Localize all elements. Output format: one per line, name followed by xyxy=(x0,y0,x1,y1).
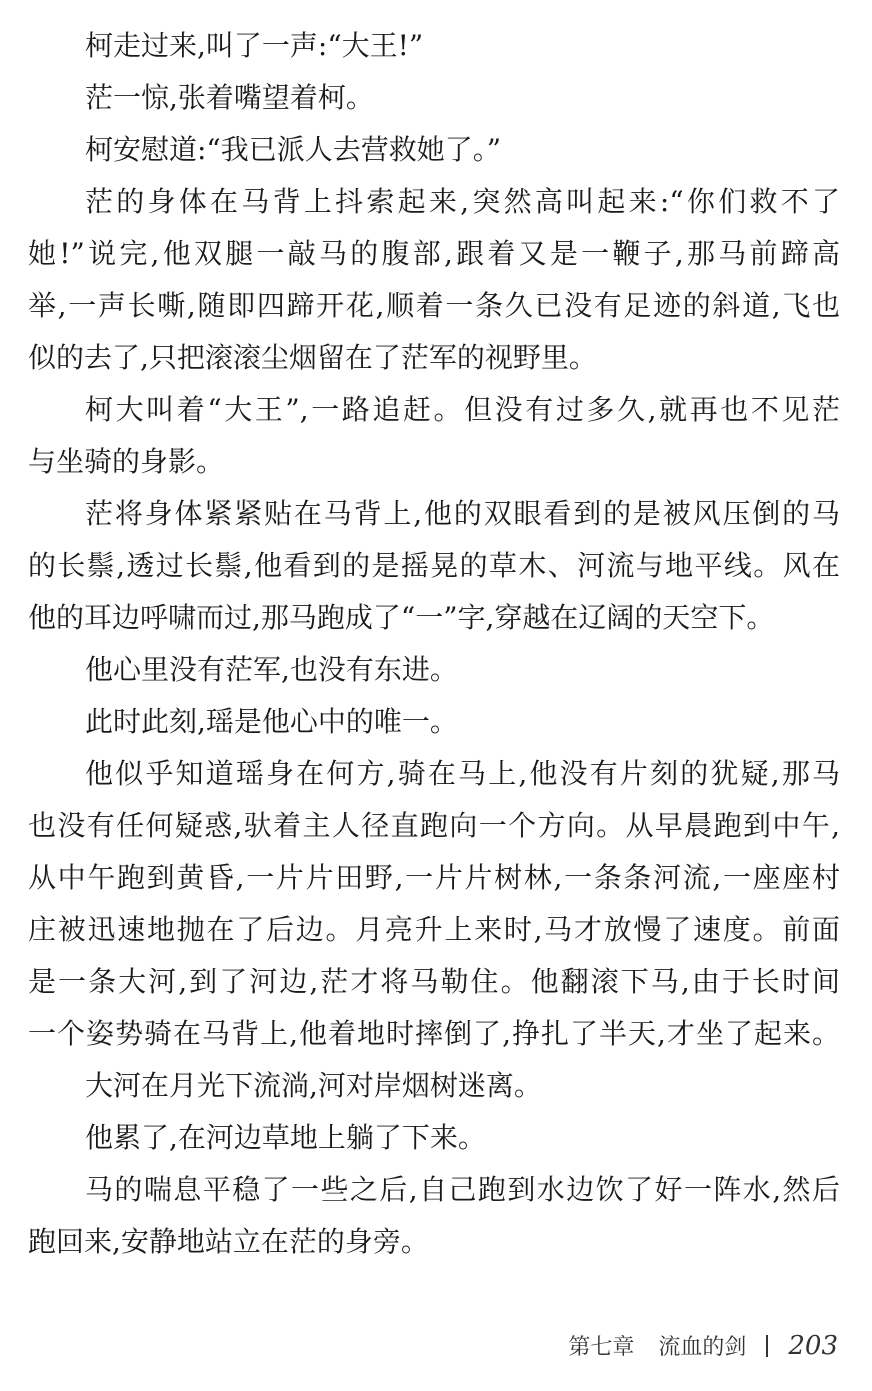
running-footer xyxy=(568,1330,838,1361)
text-line: 茫将身体紧紧贴在马背上,他的双眼看到的是被风压倒的马 xyxy=(85,497,840,530)
text-line: 柯大叫着“大王”,一路追赶。但没有过多久,就再也不见茫 xyxy=(85,393,840,426)
text-line: 柯安慰道:“我已派人去营救她了。” xyxy=(85,133,502,166)
text-line: 跑回来,安静地站立在茫的身旁。 xyxy=(28,1225,429,1258)
text-line: 大河在月光下流淌,河对岸烟树迷离。 xyxy=(85,1069,542,1102)
chapter-title: 流血的剑 xyxy=(658,1335,747,1360)
text-line: 与坐骑的身影。 xyxy=(28,445,225,478)
text-line: 她!”说完,他双腿一敲马的腹部,跟着又是一鞭子,那马前蹄高 xyxy=(28,237,840,270)
chapter-label: 第七章 xyxy=(568,1335,635,1360)
text-line: 此时此刻,瑶是他心中的唯一。 xyxy=(85,705,458,738)
text-line: 马的喘息平稳了一些之后,自己跑到水边饮了好一阵水,然后 xyxy=(85,1173,840,1206)
text-line: 一个姿势骑在马背上,他着地时摔倒了,挣扎了半天,才坐了起来。 xyxy=(28,1017,840,1050)
footer-divider xyxy=(766,1335,768,1357)
text-line: 从中午跑到黄昏,一片片田野,一片片树林,一条条河流,一座座村 xyxy=(28,861,840,894)
text-line: 是一条大河,到了河边,茫才将马勒住。他翻滚下马,由于长时间 xyxy=(28,965,840,998)
text-line: 他累了,在河边草地上躺了下来。 xyxy=(85,1121,486,1154)
text-line: 他似乎知道瑶身在何方,骑在马上,他没有片刻的犹疑,那马 xyxy=(85,757,840,790)
body-text xyxy=(28,26,840,1274)
text-line: 庄被迅速地抛在了后边。月亮升上来时,马才放慢了速度。前面 xyxy=(28,913,840,946)
text-line: 茫一惊,张着嘴望着柯。 xyxy=(85,81,374,114)
text-line: 他心里没有茫军,也没有东进。 xyxy=(85,653,458,686)
text-line: 柯走过来,叫了一声:“大王!” xyxy=(85,29,424,62)
text-line: 他的耳边呼啸而过,那马跑成了“一”字,穿越在辽阔的天空下。 xyxy=(28,601,775,634)
page-number: 203 xyxy=(788,1330,838,1361)
text-line: 举,一声长嘶,随即四蹄开花,顺着一条久已没有足迹的斜道,飞也 xyxy=(28,289,840,322)
text-line: 也没有任何疑惑,驮着主人径直跑向一个方向。从早晨跑到中午, xyxy=(28,809,840,842)
text-line: 茫的身体在马背上抖索起来,突然高叫起来:“你们救不了 xyxy=(85,185,840,218)
text-line: 似的去了,只把滚滚尘烟留在了茫军的视野里。 xyxy=(28,341,597,374)
text-line: 的长鬃,透过长鬃,他看到的是摇晃的草木、河流与地平线。风在 xyxy=(28,549,840,582)
